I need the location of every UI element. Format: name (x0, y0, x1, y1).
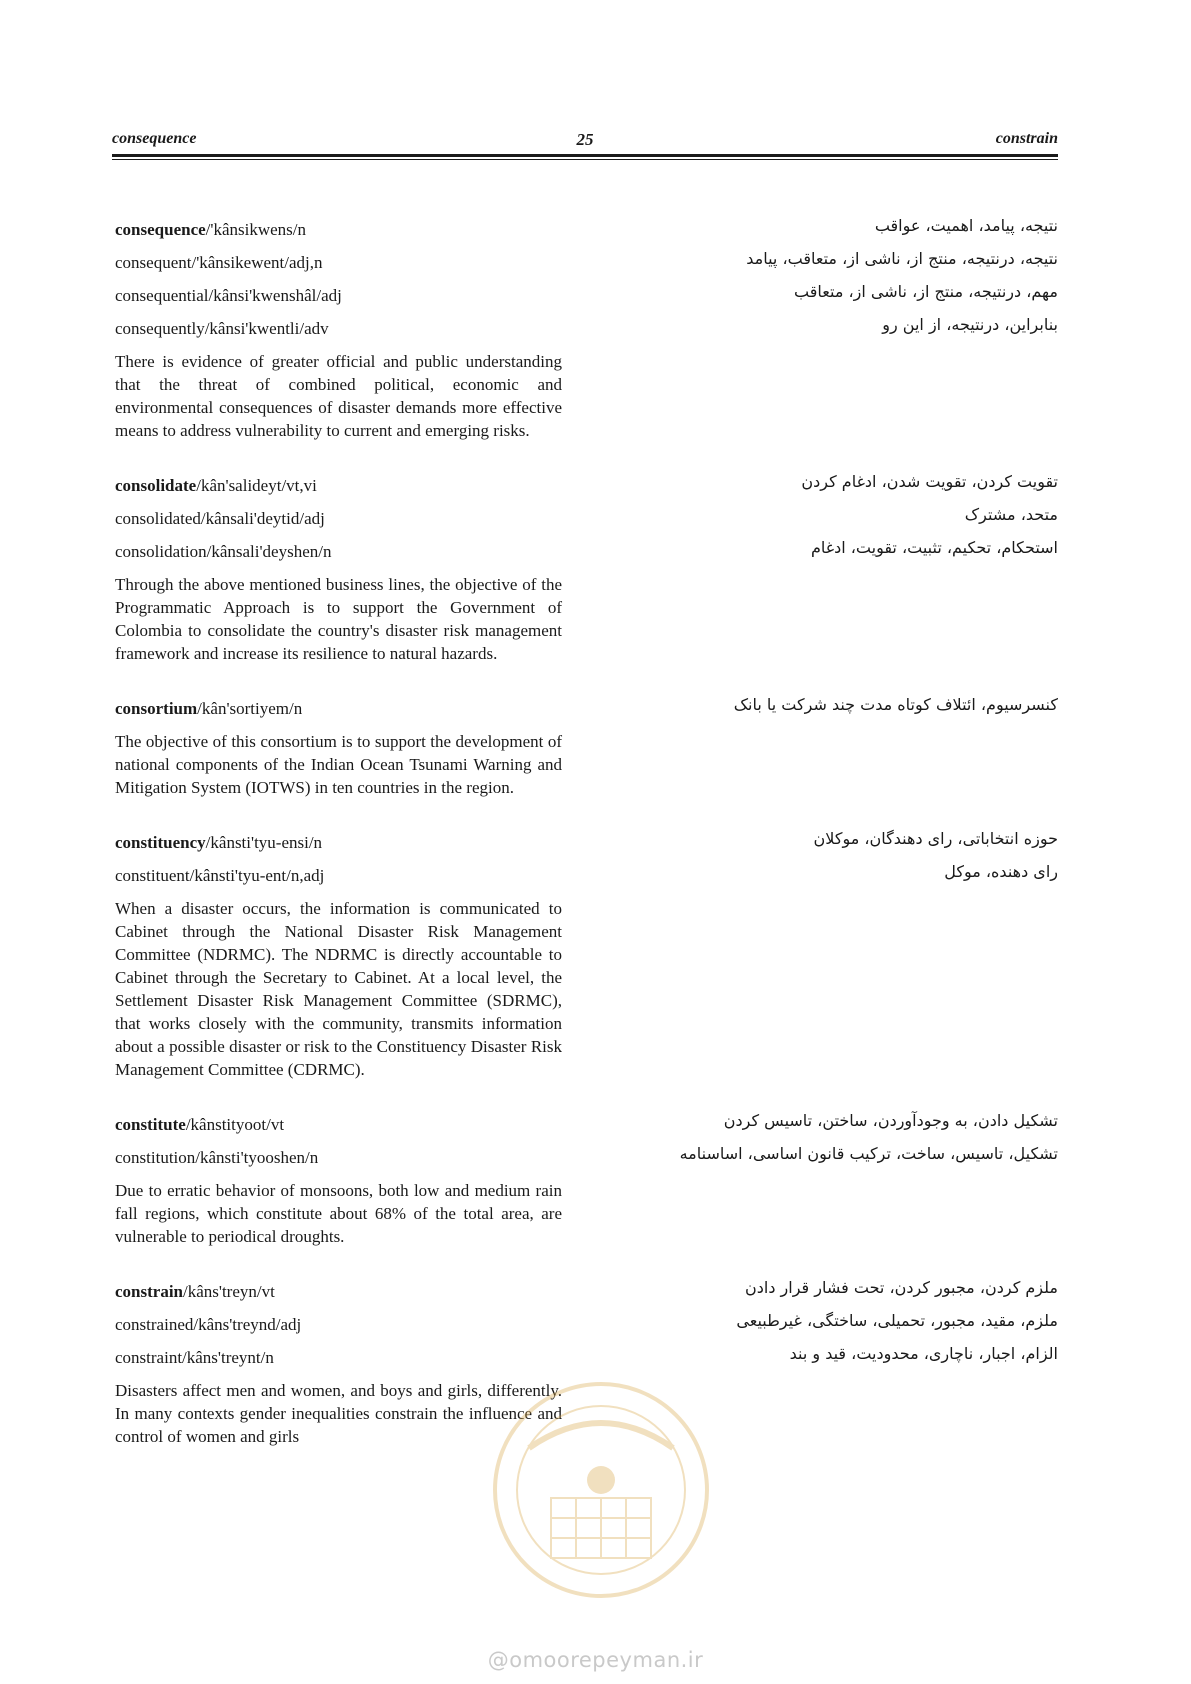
pronunciation: /kânstityoot/vt (185, 1115, 285, 1134)
word-form (115, 1148, 318, 1168)
persian-definition: مهم، درنتیجه، منتج از، ناشی از، متعاقب (794, 282, 1058, 301)
pronunciation: consequently/kânsi'kwentli/adv (115, 319, 329, 338)
pronunciation: /kân'salideyt/vt,vi (196, 476, 317, 495)
pronunciation: /kâns'treyn/vt (183, 1282, 275, 1301)
example-sentence: Due to erratic behavior of monsoons, both low and medium rain fall regions, which constitute about 68% of the total area, are vulnerable to periodical droughts. (115, 1181, 562, 1246)
headword: consolidate (115, 476, 197, 495)
word-row (115, 1344, 1058, 1381)
persian-definition: متحد، مشترک (964, 505, 1058, 524)
example-sentence: The objective of this consortium is to support the development of national components of the Indian Ocean Tsunami Warning and Mitigation System (IOTWS) in ten countries in the region. (115, 732, 562, 797)
header-rule-thick (112, 154, 1058, 157)
word-row (115, 472, 1058, 509)
header-rule-thin (112, 159, 1058, 160)
watermark-seal-logo (489, 1378, 713, 1602)
example-sentence: There is evidence of greater official and public understanding that the threat of combined political, economic and environmental consequences of disaster demands more effective means to address vulnerability to current and emerging risks. (115, 352, 562, 440)
example-sentence: Through the above mentioned business lines, the objective of the Programmatic Approach is to support the Government of Colombia to consolidate the country's disaster risk management framework and increase its resilience to natural hazards. (115, 575, 562, 663)
watermark-url: @omoorepeyman.ir (487, 1648, 704, 1672)
word-form (115, 1115, 284, 1135)
persian-definition: بنابراین، درنتیجه، از این رو (882, 315, 1058, 334)
word-row (115, 538, 1058, 575)
headword: constituency (115, 833, 206, 852)
persian-definition: تقویت کردن، تقویت شدن، ادغام کردن (801, 472, 1058, 491)
pronunciation: /kânsti'tyu-ensi/n (205, 833, 323, 852)
word-form (115, 542, 331, 562)
example-sentence: When a disaster occurs, the information is communicated to Cabinet through the National Disaster Risk Management Committee (NDRMC). The NDRMC is directly accountable to Cabinet through the Secretary to Cabinet. At a local level, the Settlement Disaster Risk Management Committee (SDRMC), that works closely with the community, transmits information about a possible disaster or risk to the Constituency Disaster Risk Management Committee (CDRMC). (115, 899, 562, 1079)
word-form (115, 866, 324, 886)
persian-definition: رای دهنده، موکل (944, 862, 1058, 881)
pronunciation: consolidated/kânsali'deytid/adj (115, 509, 325, 528)
pronunciation: constitution/kânsti'tyooshen/n (115, 1148, 319, 1167)
persian-definition: حوزه انتخاباتی، رای دهندگان، موکلان (813, 829, 1058, 848)
pronunciation: consolidation/kânsali'deyshen/n (115, 542, 332, 561)
page-number: 25 (576, 130, 594, 149)
word-form (115, 1348, 274, 1368)
word-form (115, 833, 322, 853)
headword: consequence (115, 220, 206, 239)
persian-definition: نتیجه، پیامد، اهمیت، عواقب (874, 216, 1058, 235)
word-form (115, 1282, 275, 1302)
headword: constrain (115, 1282, 183, 1301)
headword: constitute (115, 1115, 186, 1134)
pronunciation: consequent/'kânsikewent/adj,n (115, 253, 323, 272)
pronunciation: constrained/kâns'treynd/adj (115, 1315, 302, 1334)
persian-definition: الزام، اجبار، ناچاری، محدودیت، قید و بند (789, 1344, 1058, 1363)
persian-definition: ملزم، مقید، مجبور، تحمیلی، ساختگی، غیرطبیعی (736, 1311, 1058, 1330)
persian-definition: تشکیل دادن، به وجودآوردن، ساختن، تاسیس کردن (723, 1111, 1058, 1130)
header-left-guideword: consequence (112, 130, 197, 147)
word-form (115, 286, 342, 306)
pronunciation: consequential/kânsi'kwenshâl/adj (115, 286, 342, 305)
dictionary-entry (115, 472, 1058, 665)
word-form (115, 220, 306, 240)
header-right-guideword: constrain (995, 130, 1058, 147)
dictionary-entry (115, 829, 1058, 1081)
pronunciation: /'kânsikwens/n (205, 220, 307, 239)
word-form (115, 699, 302, 719)
dictionary-entry (115, 695, 1058, 799)
word-form (115, 253, 322, 273)
persian-definition: تشکیل، تاسیس، ساخت، ترکیب قانون اساسی، اساسنامه (679, 1144, 1058, 1163)
word-form (115, 1315, 301, 1335)
example-sentence: Disasters affect men and women, and boys and girls, differently. In many contexts gender inequalities constrain the influence and control of women and girls (115, 1381, 562, 1446)
pronunciation: constraint/kâns'treynt/n (115, 1348, 274, 1367)
word-row (115, 862, 1058, 899)
persian-definition: نتیجه، درنتیجه، منتج از، ناشی از، متعاقب، پیامد (746, 249, 1058, 268)
word-form (115, 509, 325, 529)
persian-definition: استحکام، تحکیم، تثبیت، تقویت، ادغام (810, 538, 1058, 557)
persian-definition: ملزم کردن، مجبور کردن، تحت فشار قرار دادن (745, 1278, 1058, 1297)
dictionary-entry (115, 216, 1058, 442)
dictionary-entry (115, 1111, 1058, 1248)
word-row (115, 695, 1058, 732)
pronunciation: /kân'sortiyem/n (197, 699, 303, 718)
pronunciation: constituent/kânsti'tyu-ent/n,adj (115, 866, 325, 885)
headword: consortium (115, 699, 198, 718)
word-form (115, 476, 317, 496)
word-row (115, 315, 1058, 352)
word-form (115, 319, 329, 339)
word-row (115, 1144, 1058, 1181)
word-row (115, 829, 1058, 866)
persian-definition: کنسرسیوم، ائتلاف کوتاه مدت چند شرکت یا بانک (733, 695, 1058, 714)
dictionary-entries (115, 216, 1058, 1482)
